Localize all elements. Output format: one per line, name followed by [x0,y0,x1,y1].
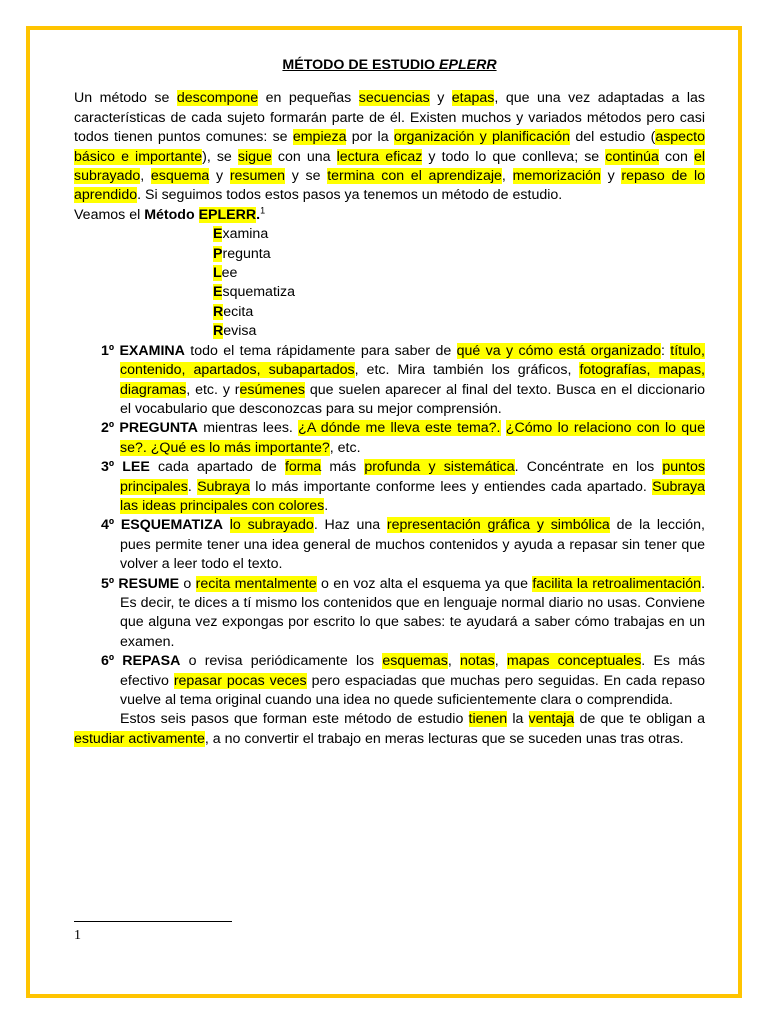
text-run [501,420,506,436]
highlighted-text: notas [459,653,495,670]
text-run: en pequeñas [258,90,359,107]
highlighted-text: puntos principales [120,459,706,495]
text-run: , [501,168,513,185]
highlighted-text: etapas [451,90,495,107]
step-heading: 4º ESQUEMATIZA [101,517,224,534]
highlighted-text: termina con el aprendizaje [327,168,502,185]
highlighted-text: resumen [229,168,286,185]
highlighted-text: esquema [150,168,210,185]
highlighted-text: esquemas [382,653,448,670]
text-run: , a no convertir el trabajo en meras lecturas que se suceden unas tras otras. [204,730,684,747]
highlighted-text: mapas conceptuales [506,653,642,670]
veamos-line: Veamos el Método EPLERR.$^1$ [74,205,266,223]
highlighted-text: repaso de lo aprendido [74,168,706,204]
acronym-list [74,225,705,341]
step-heading: 1º EXAMINA [101,342,185,359]
text-run: lo más importante conforme lees y entiendes cada apartado. [249,478,653,495]
text-run: , etc. [329,439,361,456]
text-run: mientras lees. [197,420,299,437]
acronym-item: Recita [213,303,254,320]
highlighted-text: esúmenes [239,381,306,398]
highlighted-text: sigue [237,148,272,165]
highlighted-text: Subraya [197,478,250,495]
text-run: . Es decir, te dices a tí mismo los contenidos que en lenguaje normal diario no usas. Conviene que alguna vez expongas por escrito lo que sabes: te ayudará a saber cómo trabajas en un examen. [120,575,706,650]
intro-paragraph [74,89,705,205]
highlighted-text: tienen [468,711,508,728]
text-run: y se [285,168,328,185]
text-run: . Concéntrate en los [514,459,663,476]
highlighted-text: estudiar activamente [74,730,205,747]
text-run: con una [271,148,337,165]
highlighted-text: ventaja [528,711,575,728]
text-run: con [658,148,694,165]
highlighted-text: aspecto básico e importante [74,129,706,165]
step-resume [74,575,705,653]
closing-paragraph [74,710,705,749]
text-run: por la [346,129,394,146]
highlighted-text: lo subrayado [229,517,314,534]
text-run: Estos seis pasos que forman este método de estudio [120,711,469,728]
text-run: . Si seguimos todos estos pasos ya tenemos un método de estudio. [137,187,563,204]
step-heading: 3º LEE [101,459,150,476]
acronym-item: Examina [213,226,269,243]
highlighted-text: descompone [176,90,259,107]
acronym-item: Pregunta [213,245,271,262]
text-run: o revisa periódicamente los [180,653,383,670]
text-run: o [179,575,196,592]
highlighted-text: organización y planificación [393,129,571,146]
acronym-item: Esquematiza [213,284,296,301]
highlighted-text: el subrayado [74,148,705,185]
text-run: más [321,459,365,476]
footnote-number: 1 [74,928,81,943]
text-run: y todo lo que conlleva; se [422,148,606,165]
text-run: . Es más efectivo [120,653,706,689]
highlighted-text: lectura eficaz [336,148,423,165]
text-run: y [209,168,230,185]
text-run: , etc. y r [186,381,240,398]
highlighted-text: recita mentalmente [195,575,317,592]
highlighted-text: representación gráfica y simbólica [386,517,610,534]
step-repasa [74,652,705,710]
text-run: y [600,168,622,185]
step-esquematiza [74,516,705,574]
step-heading: 5º RESUME [101,575,180,592]
step-heading: 2º PREGUNTA [101,420,198,437]
text-run: . [324,497,329,514]
text-run: todo el tema rápidamente para saber de [184,342,457,359]
text-run: , [140,168,151,185]
text-run: cada apartado de [149,459,285,476]
text-run: , [494,653,507,670]
text-run: , [447,653,460,670]
highlighted-text: profunda y sistemática [364,459,515,476]
highlighted-text: qué va y cómo está organizado [456,342,661,359]
step-heading: 6º REPASA [101,653,181,670]
step-lee [74,458,705,516]
text-run: pero espaciadas que muchas pero seguidas. En cada repaso vuelve al tema original cuando una idea no quede suficientemente clara o comprendida. [120,672,705,708]
text-run: Un método se [74,90,177,107]
highlighted-text: empieza [292,129,347,146]
step-pregunta [74,419,705,458]
text-run: o en voz alta el esquema ya que [316,575,533,592]
text-run: ), se [202,148,238,165]
text-run: del estudio ( [570,129,656,146]
highlighted-text: título, contenido, apartados, subapartados [120,342,705,379]
highlighted-text: Subraya las ideas principales con colores [120,478,705,514]
highlighted-text: continúa [605,148,659,165]
text-run: de la lección, pues permite tener una idea general de muchos contenidos y ayuda a repasar sin tener que volver a leer todo el texto. [120,517,705,573]
text-run: que suelen aparecer al final del texto. Busca en el diccionario el vocabulario que desconozcas para su mejor comprensión. [120,381,706,417]
highlighted-text: memorización [512,168,601,185]
text-run: de que te obligan a [574,711,706,728]
text-run: , que una vez adaptadas a las características de cada sujeto formarán parte de él. Existen muchos y variados métodos pero casi todos tienen puntos comunes: se [74,90,705,146]
highlighted-text: ¿Cómo lo relaciono con lo que se?. ¿Qué es lo más importante? [120,420,705,456]
document-page [74,56,705,749]
text-run: : [660,342,671,359]
text-run: la [507,711,529,728]
document-title: MÉTODO DE ESTUDIO EPLERR [282,57,497,73]
text-run: . [187,478,198,495]
text-run: y [429,90,452,107]
highlighted-text: secuencias [358,90,430,107]
text-run: . Haz una [313,517,387,534]
highlighted-text: facilita la retroalimentación [532,575,702,592]
highlighted-text: fotografías, mapas, diagramas [120,362,705,398]
text-run [223,517,230,533]
footnote-separator [74,921,232,922]
text-run: , etc. Mira también los gráficos, [354,362,580,379]
acronym-item: Lee [213,265,238,282]
highlighted-text: repasar pocas veces [173,672,307,689]
step-examina [74,342,705,420]
title-emphasis: EPLERR [439,57,497,73]
highlighted-text: ¿A dónde me lleva este tema?. [298,420,501,437]
highlighted-text: forma [284,459,322,476]
acronym-item: Revisa [213,323,257,340]
